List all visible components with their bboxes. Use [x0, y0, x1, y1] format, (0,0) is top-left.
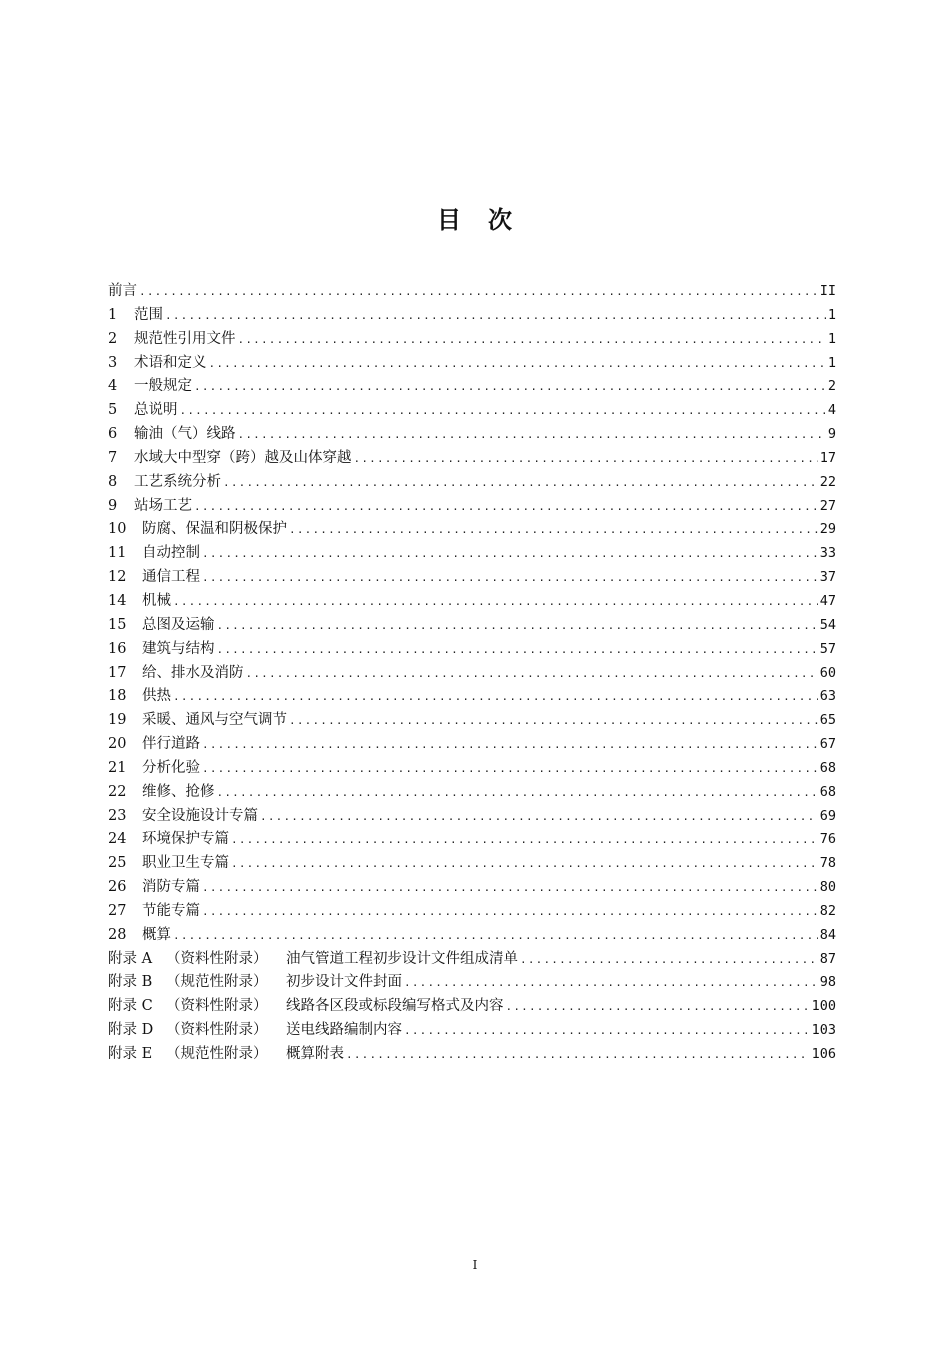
toc-entry-preface[interactable]: [108, 280, 836, 304]
toc-entry-page: 68: [819, 783, 836, 800]
toc-appendix-number: 附录 A: [108, 950, 153, 967]
toc-entry-chapter[interactable]: [108, 876, 836, 900]
toc-entry-chapter[interactable]: [108, 614, 836, 638]
toc-entry-page: 103: [811, 1022, 836, 1039]
toc-entry-page: 57: [819, 640, 836, 657]
toc-entry-label: 油气管道工程初步设计文件组成清单: [286, 950, 518, 967]
toc-entry-chapter[interactable]: [108, 328, 836, 352]
toc-entry-number: 25: [108, 855, 127, 872]
toc-entry-label: 防腐、保温和阴极保护: [142, 521, 287, 538]
toc-entry-chapter[interactable]: [108, 638, 836, 662]
toc-entry-number: 3: [108, 354, 118, 371]
toc-entry-chapter[interactable]: [108, 662, 836, 686]
toc-entry-label: 消防专篇: [142, 879, 200, 896]
toc-entry-page: 1: [827, 306, 836, 323]
toc-entry-label: 总图及运输: [142, 616, 215, 633]
toc-entry-page: 106: [811, 1046, 836, 1062]
toc-entry-page: 63: [819, 688, 836, 705]
toc-leader-dots: [173, 685, 818, 709]
toc-entry-label: 自动控制: [142, 545, 200, 562]
toc-leader-dots: [202, 733, 818, 757]
toc-entry-number: 15: [108, 616, 127, 633]
toc-entry-page: 33: [819, 545, 836, 562]
toc-entry-chapter[interactable]: [108, 447, 836, 471]
toc-entry-label: 概算: [142, 926, 171, 943]
toc-entry-page: 87: [819, 950, 836, 967]
toc-entry-label: 通信工程: [142, 569, 200, 586]
toc-entry-number: 11: [108, 545, 127, 562]
toc-leader-dots: [520, 948, 818, 972]
toc-entry-number: 14: [108, 592, 127, 609]
toc-entry-chapter[interactable]: [108, 781, 836, 805]
toc-entry-label: 分析化验: [142, 759, 200, 776]
toc-leader-dots: [289, 518, 818, 542]
toc-entry-page: 1: [827, 354, 836, 371]
toc-entry-page: 4: [827, 402, 836, 419]
toc-entry-label: 环境保护专篇: [142, 831, 229, 848]
toc-entry-number: 20: [108, 736, 127, 753]
toc-leader-dots: [346, 1043, 810, 1067]
toc-leader-dots: [404, 971, 818, 995]
toc-entry-appendix[interactable]: [108, 971, 836, 995]
toc-appendix-kind: （资料性附录）: [166, 950, 268, 967]
toc-appendix-kind: （规范性附录）: [166, 1046, 268, 1062]
toc-leader-dots: [217, 614, 818, 638]
toc-entry-number: 22: [108, 783, 127, 800]
toc-entry-appendix[interactable]: [108, 1019, 836, 1043]
toc-entry-number: 17: [108, 664, 127, 681]
toc-entry-appendix[interactable]: [108, 1043, 836, 1067]
toc-entry-label: 输油（气）线路: [134, 426, 236, 443]
toc-entry-number: 6: [108, 426, 118, 443]
toc-entry-number: 9: [108, 497, 118, 514]
toc-entry-page: 98: [819, 974, 836, 991]
page-title: [0, 204, 950, 236]
toc-entry-chapter[interactable]: [108, 685, 836, 709]
toc-entry-label: 机械: [142, 592, 171, 609]
toc-entry-label: 给、排水及消防: [142, 664, 244, 681]
toc-appendix-number: 附录 C: [108, 998, 153, 1015]
toc-entry-appendix[interactable]: [108, 948, 836, 972]
toc-entry-page: 17: [819, 449, 836, 466]
toc-entry-page: 67: [819, 736, 836, 753]
toc-entry-number: 28: [108, 926, 127, 943]
toc-entry-chapter[interactable]: [108, 590, 836, 614]
toc-leader-dots: [194, 375, 826, 399]
toc-leader-dots: [246, 662, 818, 686]
toc-entry-chapter[interactable]: [108, 399, 836, 423]
toc-entry-page: 9: [827, 426, 836, 443]
toc-entry-chapter[interactable]: [108, 518, 836, 542]
toc-appendix-number: 附录 E: [108, 1046, 153, 1062]
toc-entry-chapter[interactable]: [108, 495, 836, 519]
toc-leader-dots: [506, 995, 810, 1019]
toc-entry-page: 78: [819, 855, 836, 872]
toc-appendix-number: 附录 D: [108, 1022, 154, 1039]
toc-entry-number: 8: [108, 473, 118, 490]
toc-entry-page: 27: [819, 497, 836, 514]
toc-entry-number: 24: [108, 831, 127, 848]
toc-entry-page: 82: [819, 902, 836, 919]
toc-entry-label: 供热: [142, 688, 171, 705]
toc-entry-number: 7: [108, 449, 118, 466]
toc-entry-page: 2: [827, 378, 836, 395]
toc-entry-appendix[interactable]: [108, 995, 836, 1019]
toc-entry-chapter[interactable]: [108, 471, 836, 495]
toc-entry-number: 21: [108, 759, 127, 776]
toc-leader-dots: [231, 828, 818, 852]
toc-leader-dots: [173, 590, 818, 614]
toc-entry-chapter[interactable]: [108, 542, 836, 566]
toc-entry-chapter[interactable]: [108, 828, 836, 852]
toc-entry-page: 22: [819, 473, 836, 490]
toc-entry-chapter[interactable]: [108, 304, 836, 328]
toc-entry-label: 安全设施设计专篇: [142, 807, 258, 824]
table-of-contents: [108, 280, 836, 1067]
toc-leader-dots: [404, 1019, 810, 1043]
toc-leader-dots: [289, 709, 818, 733]
toc-leader-dots: [202, 566, 818, 590]
toc-entry-label: 伴行道路: [142, 736, 200, 753]
toc-entry-chapter[interactable]: [108, 757, 836, 781]
toc-leader-dots: [202, 900, 818, 924]
toc-entry-chapter[interactable]: [108, 375, 836, 399]
toc-entry-label: 水域大中型穿（跨）越及山体穿越: [134, 449, 352, 466]
toc-leader-dots: [354, 447, 818, 471]
toc-entry-page: 54: [819, 616, 836, 633]
toc-entry-label: 建筑与结构: [142, 640, 215, 657]
toc-leader-dots: [139, 280, 818, 304]
toc-entry-number: 2: [108, 330, 118, 347]
toc-entry-label: 规范性引用文件: [134, 330, 236, 347]
toc-entry-label: 维修、抢修: [142, 783, 215, 800]
toc-entry-chapter[interactable]: [108, 423, 836, 447]
toc-entry-chapter[interactable]: [108, 733, 836, 757]
toc-entry-number: 18: [108, 688, 127, 705]
toc-entry-page: 76: [819, 831, 836, 848]
toc-entry-chapter[interactable]: [108, 805, 836, 829]
toc-leader-dots: [223, 471, 818, 495]
toc-leader-dots: [180, 399, 826, 423]
toc-leader-dots: [165, 304, 826, 328]
toc-entry-label: 范围: [134, 306, 163, 323]
toc-leader-dots: [231, 852, 818, 876]
title-part-2: 次: [488, 206, 513, 234]
toc-entry-page: 68: [819, 759, 836, 776]
toc-entry-label: 总说明: [134, 402, 178, 419]
toc-appendix-number: 附录 B: [108, 974, 153, 991]
toc-entry-number: 16: [108, 640, 127, 657]
toc-entry-label: 工艺系统分析: [134, 473, 221, 490]
toc-leader-dots: [209, 352, 826, 376]
toc-entry-chapter[interactable]: [108, 709, 836, 733]
toc-leader-dots: [173, 924, 818, 948]
toc-entry-label: 站场工艺: [134, 497, 192, 514]
toc-entry-page: 1: [827, 330, 836, 347]
toc-leader-dots: [260, 805, 818, 829]
toc-entry-number: 12: [108, 569, 127, 586]
toc-entry-page: 80: [819, 879, 836, 896]
toc-entry-chapter[interactable]: [108, 924, 836, 948]
toc-entry-chapter[interactable]: [108, 852, 836, 876]
toc-entry-page: 37: [819, 569, 836, 586]
toc-entry-number: 1: [108, 306, 118, 323]
toc-entry-label: 节能专篇: [142, 902, 200, 919]
toc-entry-number: 19: [108, 712, 127, 729]
toc-leader-dots: [202, 542, 818, 566]
toc-entry-page: 47: [819, 592, 836, 609]
toc-entry-page: 100: [811, 998, 836, 1015]
toc-entry-chapter[interactable]: [108, 900, 836, 924]
toc-entry-chapter[interactable]: [108, 566, 836, 590]
toc-leader-dots: [202, 876, 818, 900]
toc-entry-page: 60: [819, 664, 836, 681]
toc-entry-page: 65: [819, 712, 836, 729]
toc-entry-label: 线路各区段或标段编写格式及内容: [286, 998, 504, 1015]
toc-entry-label: 职业卫生专篇: [142, 855, 229, 872]
toc-entry-label: 概算附表: [286, 1046, 344, 1062]
toc-entry-page: II: [819, 283, 836, 299]
toc-entry-number: 26: [108, 879, 127, 896]
toc-entry-page: 69: [819, 807, 836, 824]
toc-leader-dots: [238, 328, 826, 352]
toc-entry-number: 4: [108, 378, 118, 395]
toc-entry-label: 送电线路编制内容: [286, 1022, 402, 1039]
title-part-1: 目: [437, 206, 462, 234]
toc-entry-chapter[interactable]: [108, 352, 836, 376]
toc-leader-dots: [202, 757, 818, 781]
toc-entry-page: 29: [819, 521, 836, 538]
toc-entry-number: 5: [108, 402, 118, 419]
toc-leader-dots: [194, 495, 818, 519]
toc-entry-label: 初步设计文件封面: [286, 974, 402, 991]
toc-appendix-kind: （资料性附录）: [166, 998, 268, 1015]
toc-entry-label: 采暖、通风与空气调节: [142, 712, 287, 729]
page-number: I: [472, 1258, 478, 1272]
toc-entry-number: 10: [108, 521, 127, 538]
toc-leader-dots: [217, 781, 818, 805]
toc-leader-dots: [217, 638, 818, 662]
toc-entry-label: 一般规定: [134, 378, 192, 395]
toc-entry-label: 前言: [108, 283, 137, 299]
toc-appendix-kind: （资料性附录）: [166, 1022, 268, 1039]
toc-entry-label: 术语和定义: [134, 354, 207, 371]
toc-entry-number: 23: [108, 807, 127, 824]
toc-entry-page: 84: [819, 926, 836, 943]
toc-leader-dots: [238, 423, 826, 447]
toc-entry-number: 27: [108, 902, 127, 919]
toc-appendix-kind: （规范性附录）: [166, 974, 268, 991]
